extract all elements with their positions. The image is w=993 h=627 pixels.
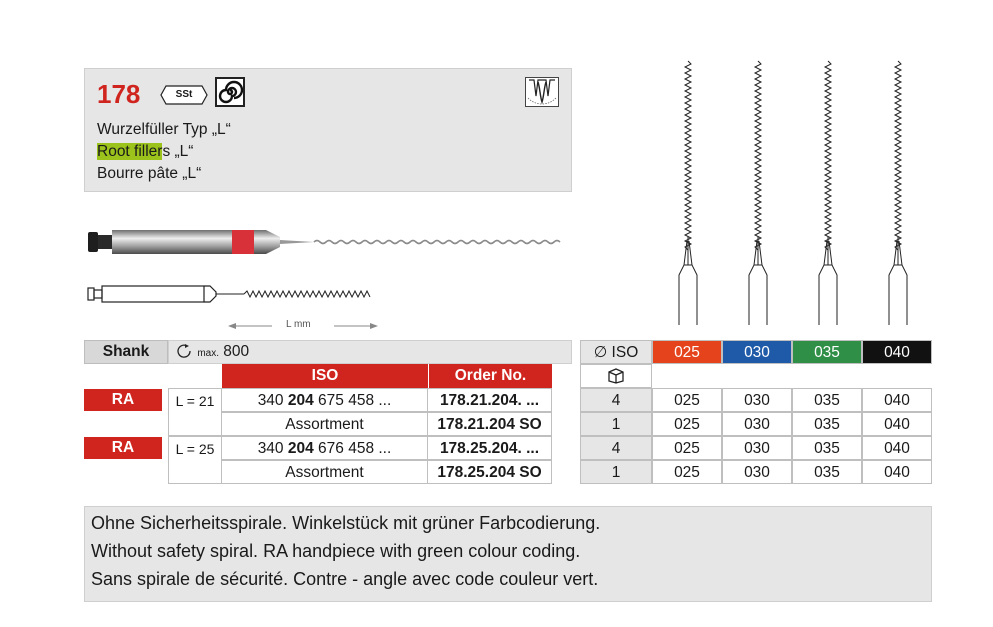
iso-value-cell: 025 bbox=[652, 412, 722, 436]
iso-code-prefix: 340 bbox=[257, 392, 288, 409]
tooth-canal-icon bbox=[525, 77, 559, 107]
name-german: Wurzelfüller Typ „L“ bbox=[97, 121, 231, 138]
length-indicator bbox=[228, 318, 378, 334]
length-cell: L = 21 bbox=[168, 388, 222, 436]
iso-value-cell: 030 bbox=[722, 460, 792, 484]
sst-badge-label: SSt bbox=[175, 89, 193, 100]
length-label: L mm bbox=[286, 319, 311, 330]
iso-code-bold: 204 bbox=[287, 440, 314, 457]
iso-code-suffix: 675 458 ... bbox=[313, 392, 392, 409]
iso-value-cell: 040 bbox=[862, 460, 932, 484]
order-number-cell: 178.25.204 SO bbox=[428, 460, 552, 484]
column-header-iso: ISO bbox=[222, 364, 428, 388]
description-french: Sans spirale de sécurité. Contre - angle avec code couleur vert. bbox=[91, 569, 599, 589]
iso-value-cell: 040 bbox=[862, 436, 932, 460]
iso-code-prefix: Assortment bbox=[285, 464, 364, 481]
pack-quantity-cell: 1 bbox=[580, 460, 652, 484]
pack-quantity-cell: 4 bbox=[580, 388, 652, 412]
iso-value-cell: 025 bbox=[652, 436, 722, 460]
iso-size-header: 025 bbox=[652, 340, 722, 364]
iso-code-prefix: 340 bbox=[257, 440, 288, 457]
iso-code-cell bbox=[222, 436, 428, 460]
shank-type-badge: RA bbox=[84, 437, 162, 459]
name-french: Bourre pâte „L“ bbox=[97, 165, 202, 182]
rpm-value: 800 bbox=[223, 343, 250, 360]
product-header bbox=[84, 68, 572, 192]
file-size-drawings bbox=[660, 55, 930, 325]
iso-code-cell bbox=[222, 388, 428, 412]
description-german: Ohne Sicherheitsspirale. Winkelstück mit grüner Farbcodierung. bbox=[91, 513, 601, 533]
iso-code-suffix: 676 458 ... bbox=[313, 440, 392, 457]
iso-size-header: 030 bbox=[722, 340, 792, 364]
name-english-highlight: Root filler bbox=[97, 143, 163, 160]
iso-value-cell: 025 bbox=[652, 388, 722, 412]
iso-value-cell: 030 bbox=[722, 388, 792, 412]
iso-code-cell bbox=[222, 412, 428, 436]
shank-label: Shank bbox=[84, 340, 168, 364]
iso-diameter-header: ∅ ISO bbox=[580, 340, 652, 364]
order-number-cell: 178.21.204. ... bbox=[428, 388, 552, 412]
product-number: 178 bbox=[97, 79, 141, 109]
name-english bbox=[97, 143, 193, 161]
column-header-order: Order No. bbox=[428, 364, 552, 388]
iso-code-bold: 204 bbox=[287, 392, 314, 409]
iso-value-cell: 040 bbox=[862, 412, 932, 436]
pack-quantity-cell: 4 bbox=[580, 436, 652, 460]
iso-size-header: 035 bbox=[792, 340, 862, 364]
instrument-drawing bbox=[84, 282, 394, 315]
instrument-photo bbox=[84, 222, 576, 267]
pack-quantity-cell: 1 bbox=[580, 412, 652, 436]
description-box bbox=[84, 506, 932, 602]
iso-value-cell: 035 bbox=[792, 388, 862, 412]
iso-value-cell: 030 bbox=[722, 412, 792, 436]
iso-code-prefix: Assortment bbox=[285, 416, 364, 433]
iso-code-cell bbox=[222, 460, 428, 484]
rpm-cell bbox=[168, 340, 572, 364]
shank-type-badge: RA bbox=[84, 389, 162, 411]
iso-value-cell: 025 bbox=[652, 460, 722, 484]
iso-value-cell: 030 bbox=[722, 436, 792, 460]
order-number-cell: 178.25.204. ... bbox=[428, 436, 552, 460]
package-icon bbox=[607, 368, 625, 384]
description-english: Without safety spiral. RA handpiece with green colour coding. bbox=[91, 541, 581, 561]
sst-badge-icon bbox=[160, 85, 208, 105]
iso-size-header: 040 bbox=[862, 340, 932, 364]
length-cell: L = 25 bbox=[168, 436, 222, 484]
package-icon-cell bbox=[580, 364, 652, 388]
rpm-max-label: max. bbox=[197, 348, 219, 359]
iso-value-cell: 035 bbox=[792, 412, 862, 436]
spiral-icon bbox=[215, 77, 245, 107]
iso-value-cell: 040 bbox=[862, 388, 932, 412]
order-number-cell: 178.21.204 SO bbox=[428, 412, 552, 436]
rotation-icon bbox=[177, 343, 197, 360]
name-english-rest: s „L“ bbox=[162, 143, 194, 160]
iso-value-cell: 035 bbox=[792, 436, 862, 460]
iso-value-cell: 035 bbox=[792, 460, 862, 484]
